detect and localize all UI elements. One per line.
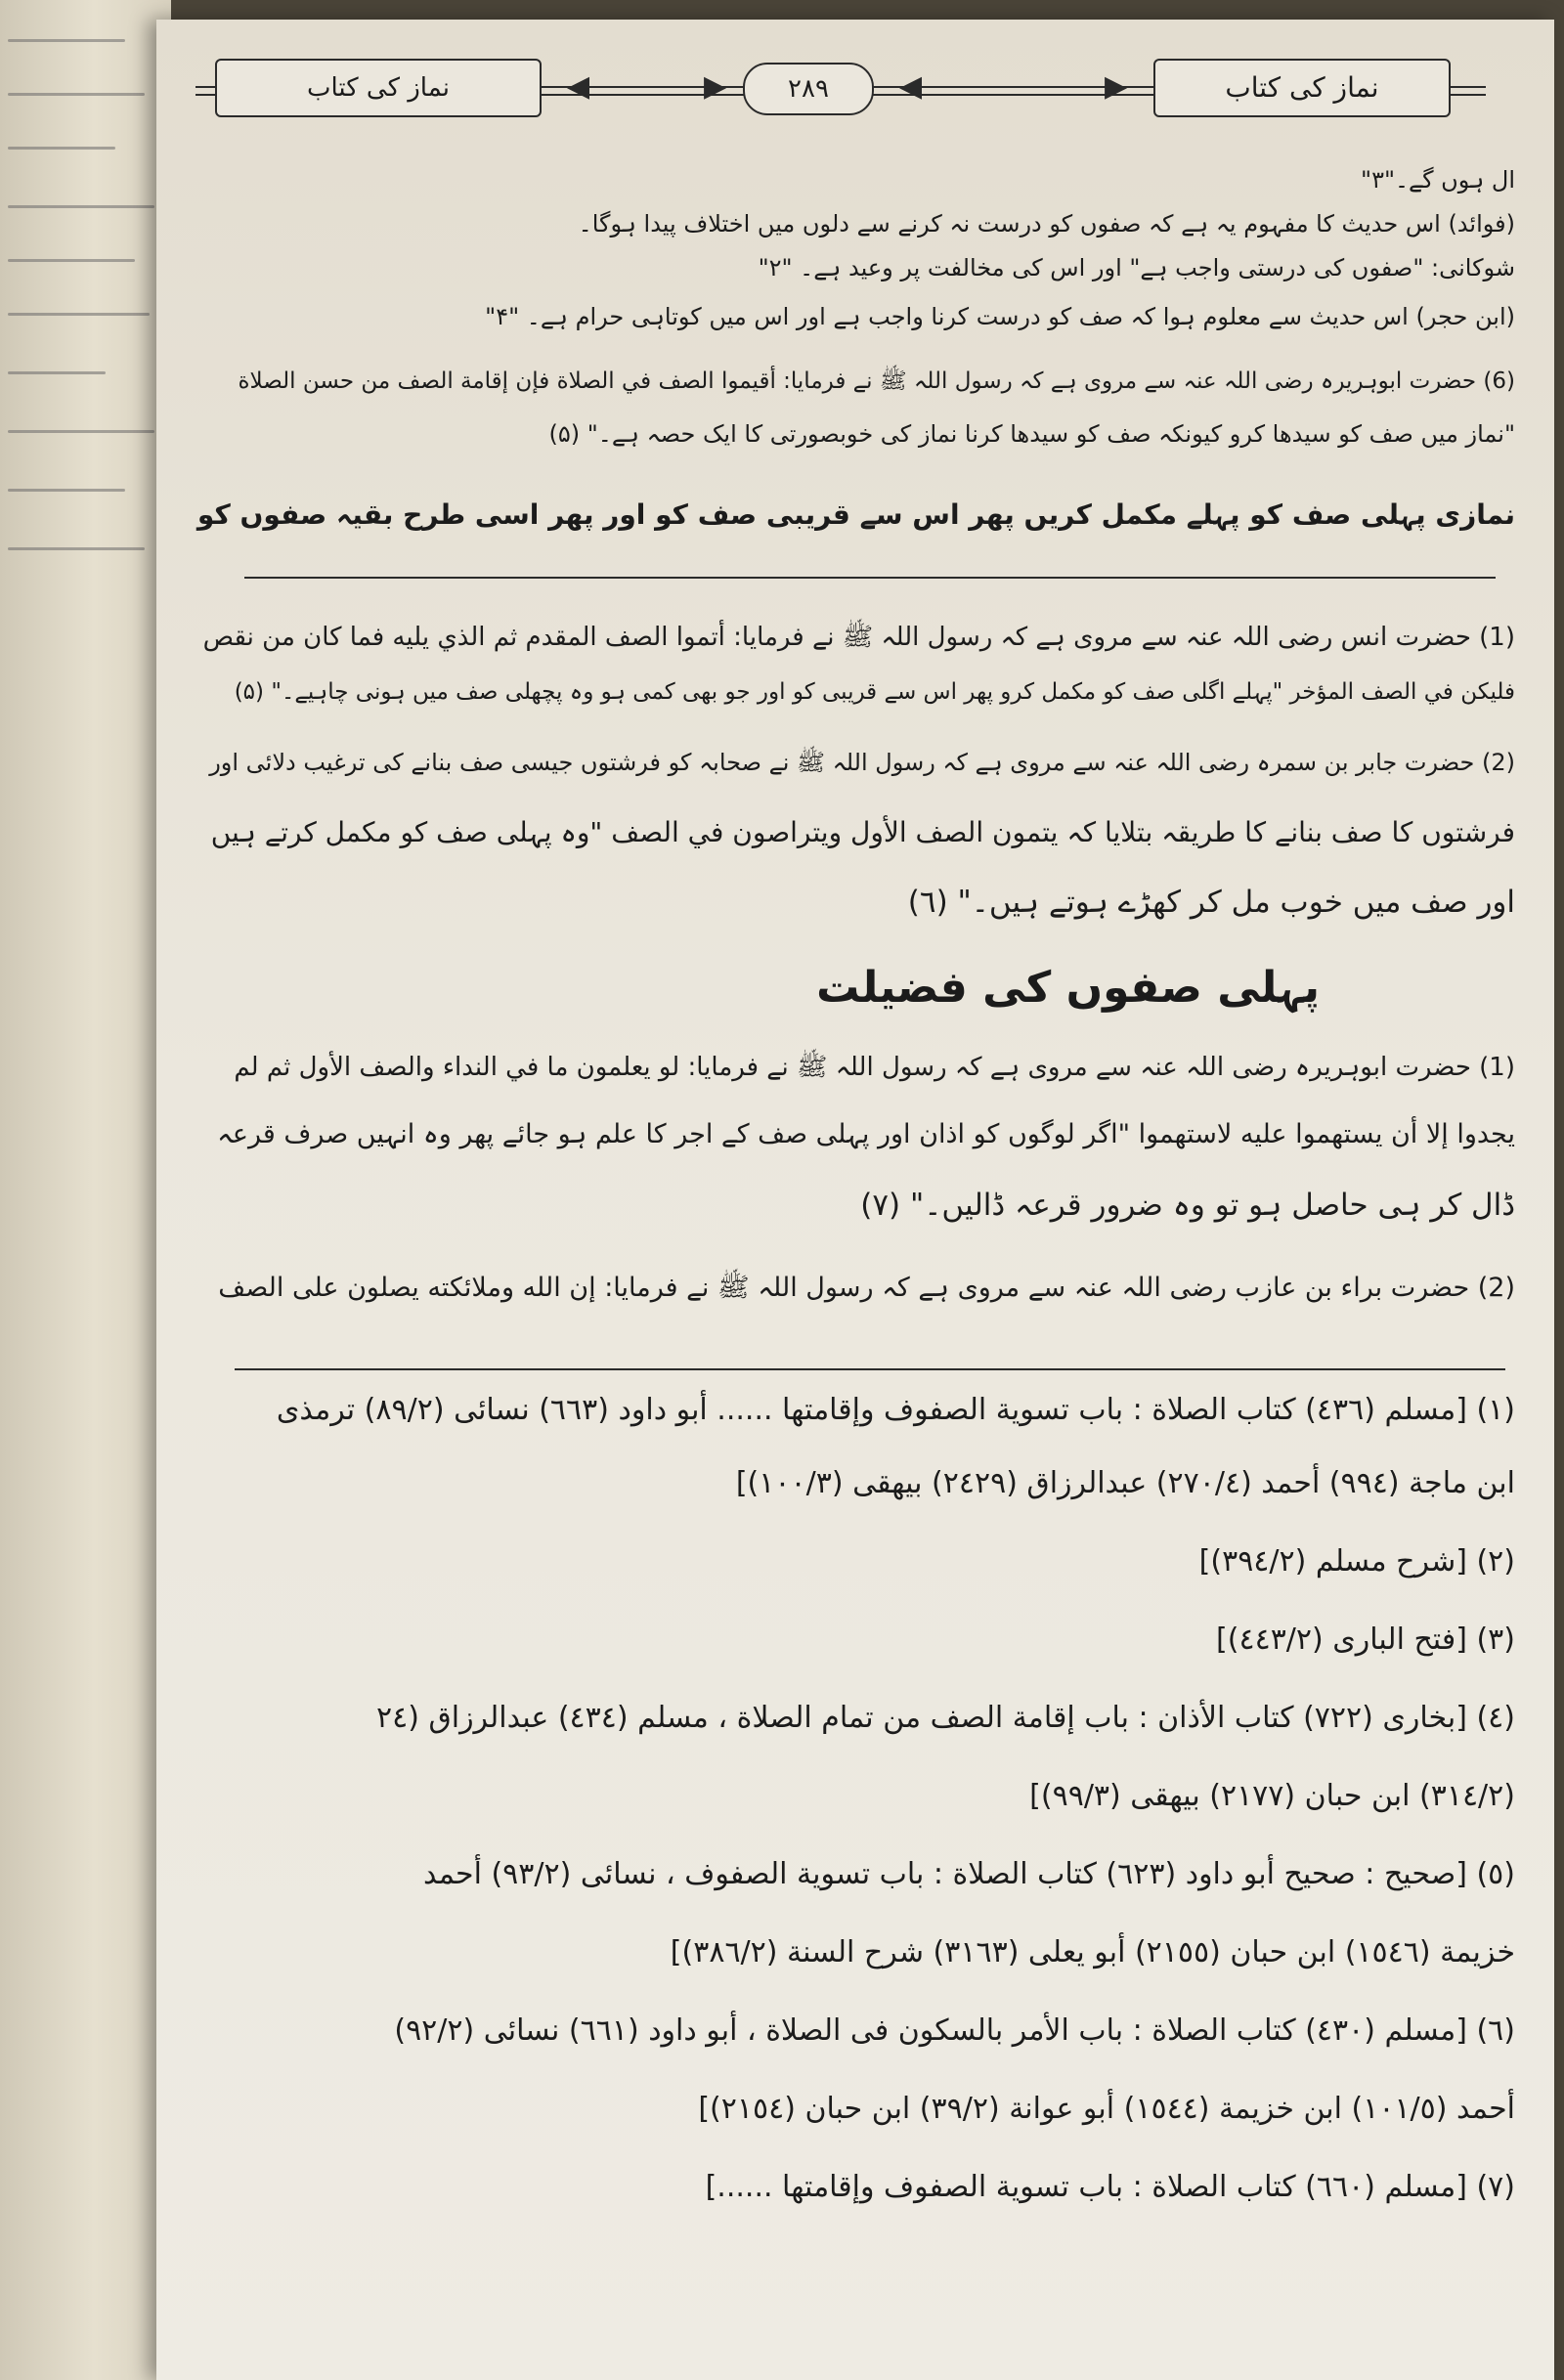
footnote-line: (٧) [مسلم (٦٦٠) كتاب الصلاة : باب تسوية الصفوف وإقامتها ......] [705,2170,1515,2204]
section-heading: پہلی صفوں کی فضیلت [816,963,1320,1013]
footnote-line: ابن ماجة (٩٩٤) أحمد (٢٧٠/٤) عبدالرزاق (٢٤٢٩) بيهقى (١٠٠/٣)] [735,1466,1515,1500]
footnote-line: (١) [مسلم (٤٣٦) كتاب الصلاة : باب تسوية الصفوف وإقامتها ...... أبو داود (٦٦٣) نسائى (٨٩/٢) ترمذى [276,1393,1515,1427]
intro-line: ال ہوں گے۔"۳" [1361,166,1515,194]
footnote-line: (٢) [شرح مسلم (٣٩٤/٢)] [1198,1544,1515,1579]
paragraph-line: فرشتوں کا صف بنانے کا طریقہ بتلایا کہ يتمون الصف الأول ويتراصون في الصف "وہ پہلی صف کو مکمل کرتے ہیں [210,816,1515,848]
footnote-line: (٣١٤/٢) ابن حبان (٢١٧٧) بيهقى (٩٩/٣)] [1029,1779,1515,1813]
paragraph-line: (2) حضرت براء بن عازب رضی اللہ عنہ سے مروی ہے کہ رسول اللہ ﷺ نے فرمایا: إن الله وملائكته يصلون على الصف [218,1273,1515,1303]
intro-line: (فوائد) اس حدیث کا مفہوم یہ ہے کہ صفوں کو درست نہ کرنے سے دلوں میں اختلاف پیدا ہوگا۔ [578,210,1515,238]
intro-line: شوکانی: "صفوں کی درستی واجب ہے" اور اس کی مخالفت پر وعید ہے۔ "۲" [758,254,1515,281]
paragraph-line: (1) حضرت انس رضی اللہ عنہ سے مروی ہے کہ رسول اللہ ﷺ نے فرمایا: أتموا الصف المقدم ثم الذي يليه فما كان من نقص [202,623,1515,652]
footnote-line: (٥) [صحيح : صحيح أبو داود (٦٢٣) كتاب الصلاة : باب تسوية الصفوف ، نسائى (٩٣/٢) أحمد [422,1857,1515,1891]
footnote-divider [235,1368,1505,1370]
ornament-arrow-icon: ◀ [899,69,923,104]
footnote-line: خزيمة (١٥٤٦) ابن حبان (٢١٥٥) أبو يعلى (٣١٦٣) شرح السنة (٣٨٦/٢)] [670,1935,1515,1969]
paragraph-line: (2) حضرت جابر بن سمرہ رضی اللہ عنہ سے مروی ہے کہ رسول اللہ ﷺ نے صحابہ کو فرشتوں جیسی صف بنانے کی ترغیب دلائی اور [209,749,1515,776]
paragraph-line: اور صف میں خوب مل کر کھڑے ہوتے ہیں۔" (٦) [907,885,1515,920]
page-header [196,49,1486,127]
facing-page-edge [0,0,171,2380]
footnote-line: أحمد (١٠١/٥) ابن خزيمة (١٥٤٤) أبو عوانة (٣٩/٢) ابن حبان (٢١٥٤)] [698,2092,1515,2126]
footnote-line: (٦) [مسلم (٤٣٠) كتاب الصلاة : باب الأمر بالسكون فى الصلاة ، أبو داود (٦٦١) نسائى (٩٢/٢) [394,2013,1515,2048]
intro-line: "نماز میں صف کو سیدھا کرو کیونکہ صف کو سیدھا کرنا نماز کی خوبصورتی کا ایک حصہ ہے۔" (۵) [548,420,1515,448]
ornament-arrow-icon: ▶ [704,69,727,104]
book-page [156,20,1554,2380]
heading-underline [244,577,1496,579]
intro-line: (ابن حجر) اس حدیث سے معلوم ہوا کہ صف کو درست کرنا واجب ہے اور اس میں کوتاہی حرام ہے۔ "۴" [485,303,1515,330]
paragraph-line: فليكن في الصف المؤخر "پہلے اگلی صف کو مکمل کرو پھر اس سے قریبی کو اور جو بھی کمی ہو وہ پچھلی صف میں ہونی چاہیے۔" (۵) [234,679,1515,705]
paragraph-line: ڈال کر ہی حاصل ہو تو وہ ضرور قرعہ ڈالیں۔" (۷) [860,1188,1515,1223]
footnote-line: (٣) [فتح البارى (٤٤٣/٢)] [1216,1623,1515,1657]
paragraph-line: يجدوا إلا أن يستهموا عليه لاستهموا "اگر لوگوں کو اذان اور پہلی صف کے اجر کا علم ہو جائے پھر وہ انہیں صرف قرعہ [217,1119,1515,1149]
ornament-arrow-icon: ◀ [567,69,590,104]
page-number: ۲۸۹ [743,63,874,115]
ornament-arrow-icon: ▶ [1105,69,1128,104]
footnote-line: (٤) [بخارى (٧٢٢) كتاب الأذان : باب إقامة الصف من تمام الصلاة ، مسلم (٤٣٤) عبدالرزاق (٢٤ [375,1701,1515,1735]
section-heading: نمازی پہلی صف کو پہلے مکمل کریں پھر اس سے قریبی صف کو اور پھر اسی طرح بقیہ صفوں کو [196,498,1515,531]
intro-line: (6) حضرت ابوہریرہ رضی اللہ عنہ سے مروی ہے کہ رسول اللہ ﷺ نے فرمایا: أقيموا الصف في الصلاة فإن إقامة الصف من حسن الصلاة [238,368,1515,394]
book-title: نماز کی کتاب [215,59,542,117]
paragraph-line: (1) حضرت ابوہریرہ رضی اللہ عنہ سے مروی ہے کہ رسول اللہ ﷺ نے فرمایا: لو يعلمون ما في النداء والصف الأول ثم لم [234,1053,1515,1082]
chapter-title: نماز کی کتاب [1153,59,1451,117]
